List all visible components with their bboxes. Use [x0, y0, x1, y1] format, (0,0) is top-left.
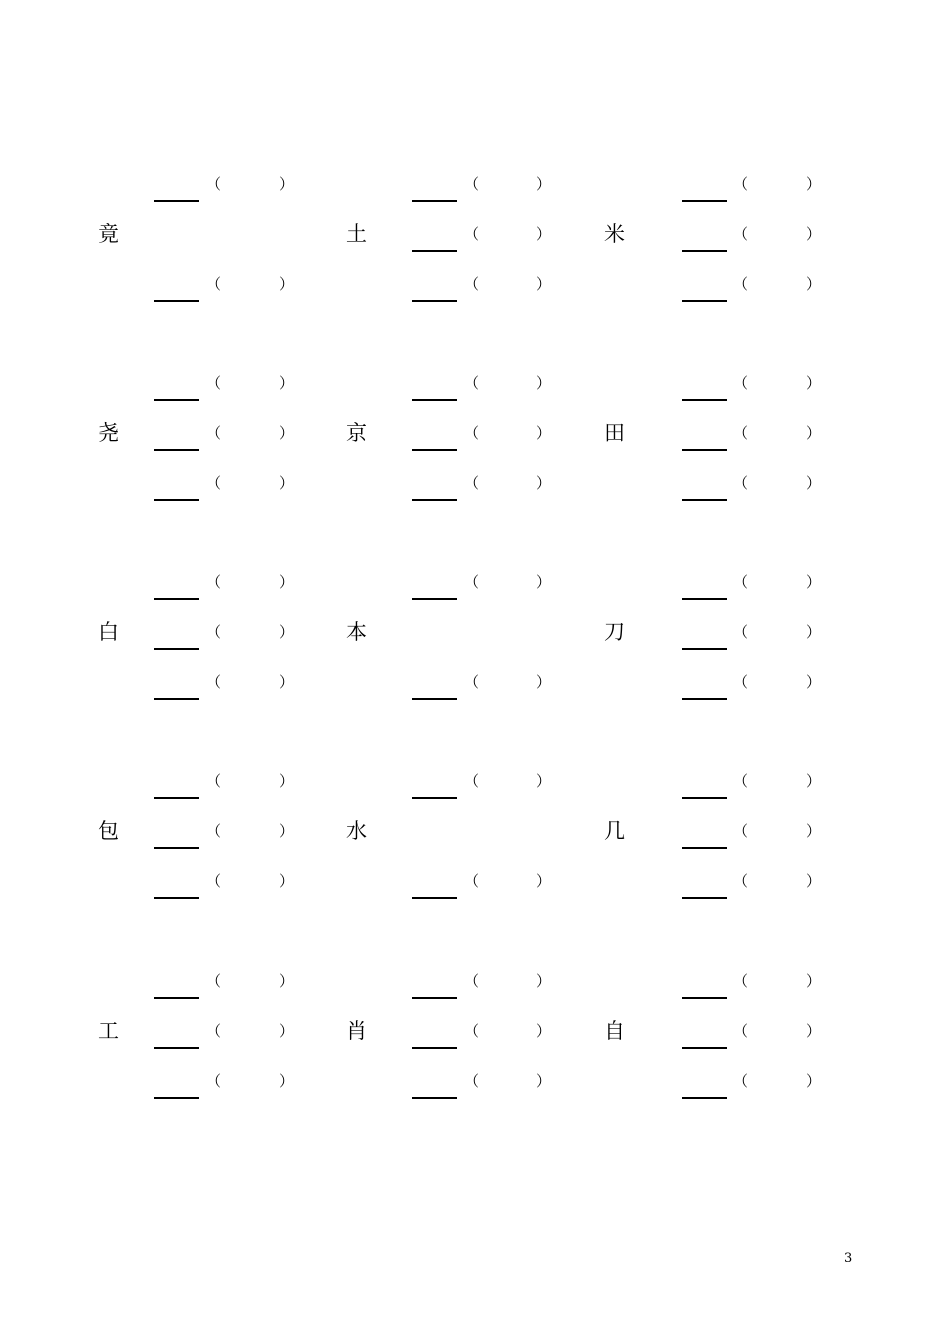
close-paren: ）: [279, 175, 295, 193]
open-paren: （: [206, 822, 222, 840]
answer-blank[interactable]: [412, 997, 457, 999]
close-paren: ）: [279, 474, 295, 492]
answer-blank[interactable]: [154, 847, 199, 849]
answer-blank[interactable]: [412, 399, 457, 401]
open-paren: （: [464, 872, 480, 890]
close-paren: ）: [806, 175, 822, 193]
answer-blank[interactable]: [682, 598, 727, 600]
answer-blank[interactable]: [682, 449, 727, 451]
open-paren: （: [206, 772, 222, 790]
close-paren: ）: [536, 1022, 552, 1040]
character-prompt: 刀: [604, 620, 625, 644]
close-paren: ）: [806, 673, 822, 691]
answer-blank[interactable]: [412, 250, 457, 252]
close-paren: ）: [536, 225, 552, 243]
open-paren: （: [206, 424, 222, 442]
open-paren: （: [733, 424, 749, 442]
character-prompt: 京: [346, 421, 367, 445]
open-paren: （: [464, 673, 480, 691]
answer-blank[interactable]: [412, 598, 457, 600]
close-paren: ）: [536, 374, 552, 392]
answer-blank[interactable]: [412, 499, 457, 501]
close-paren: ）: [806, 225, 822, 243]
close-paren: ）: [279, 972, 295, 990]
close-paren: ）: [279, 822, 295, 840]
open-paren: （: [733, 374, 749, 392]
answer-blank[interactable]: [682, 847, 727, 849]
answer-blank[interactable]: [682, 648, 727, 650]
character-prompt: 肖: [346, 1019, 367, 1043]
answer-blank[interactable]: [682, 300, 727, 302]
open-paren: （: [464, 474, 480, 492]
answer-blank[interactable]: [412, 698, 457, 700]
open-paren: （: [206, 623, 222, 641]
close-paren: ）: [806, 374, 822, 392]
open-paren: （: [206, 573, 222, 591]
answer-blank[interactable]: [682, 698, 727, 700]
character-prompt: 自: [604, 1019, 625, 1043]
answer-blank[interactable]: [682, 1047, 727, 1049]
open-paren: （: [206, 1072, 222, 1090]
open-paren: （: [733, 573, 749, 591]
answer-blank[interactable]: [682, 250, 727, 252]
open-paren: （: [206, 275, 222, 293]
character-prompt: 竟: [98, 222, 119, 246]
close-paren: ）: [536, 175, 552, 193]
open-paren: （: [733, 474, 749, 492]
answer-blank[interactable]: [412, 1097, 457, 1099]
answer-blank[interactable]: [154, 698, 199, 700]
close-paren: ）: [279, 673, 295, 691]
close-paren: ）: [536, 972, 552, 990]
close-paren: ）: [806, 1072, 822, 1090]
close-paren: ）: [279, 1022, 295, 1040]
answer-blank[interactable]: [682, 997, 727, 999]
answer-blank[interactable]: [682, 1097, 727, 1099]
answer-blank[interactable]: [154, 797, 199, 799]
answer-blank[interactable]: [154, 598, 199, 600]
open-paren: （: [464, 972, 480, 990]
close-paren: ）: [806, 822, 822, 840]
answer-blank[interactable]: [682, 499, 727, 501]
answer-blank[interactable]: [682, 399, 727, 401]
open-paren: （: [733, 1022, 749, 1040]
open-paren: （: [464, 1072, 480, 1090]
close-paren: ）: [279, 772, 295, 790]
close-paren: ）: [536, 772, 552, 790]
answer-blank[interactable]: [154, 200, 199, 202]
open-paren: （: [733, 225, 749, 243]
close-paren: ）: [806, 275, 822, 293]
answer-blank[interactable]: [154, 897, 199, 899]
character-prompt: 白: [98, 620, 119, 644]
close-paren: ）: [279, 424, 295, 442]
close-paren: ）: [279, 374, 295, 392]
open-paren: （: [464, 772, 480, 790]
character-prompt: 水: [346, 819, 367, 843]
close-paren: ）: [806, 872, 822, 890]
answer-blank[interactable]: [412, 300, 457, 302]
answer-blank[interactable]: [682, 200, 727, 202]
open-paren: （: [733, 972, 749, 990]
close-paren: ）: [806, 623, 822, 641]
open-paren: （: [206, 474, 222, 492]
open-paren: （: [206, 872, 222, 890]
close-paren: ）: [536, 424, 552, 442]
open-paren: （: [733, 623, 749, 641]
open-paren: （: [733, 822, 749, 840]
answer-blank[interactable]: [154, 300, 199, 302]
character-prompt: 田: [604, 421, 625, 445]
answer-blank[interactable]: [154, 1097, 199, 1099]
open-paren: （: [733, 275, 749, 293]
open-paren: （: [464, 225, 480, 243]
open-paren: （: [206, 673, 222, 691]
close-paren: ）: [536, 275, 552, 293]
open-paren: （: [733, 772, 749, 790]
open-paren: （: [733, 673, 749, 691]
answer-blank[interactable]: [154, 997, 199, 999]
answer-blank[interactable]: [682, 897, 727, 899]
answer-blank[interactable]: [412, 797, 457, 799]
answer-blank[interactable]: [412, 200, 457, 202]
answer-blank[interactable]: [412, 1047, 457, 1049]
close-paren: ）: [806, 424, 822, 442]
character-prompt: 尧: [98, 421, 119, 445]
answer-blank[interactable]: [412, 897, 457, 899]
open-paren: （: [733, 175, 749, 193]
open-paren: （: [464, 1022, 480, 1040]
open-paren: （: [464, 374, 480, 392]
close-paren: ）: [279, 1072, 295, 1090]
close-paren: ）: [536, 573, 552, 591]
close-paren: ）: [279, 872, 295, 890]
close-paren: ）: [536, 872, 552, 890]
open-paren: （: [733, 872, 749, 890]
answer-blank[interactable]: [154, 499, 199, 501]
character-prompt: 土: [346, 222, 367, 246]
answer-blank[interactable]: [412, 449, 457, 451]
page-number: 3: [844, 1251, 853, 1266]
open-paren: （: [464, 573, 480, 591]
open-paren: （: [464, 424, 480, 442]
close-paren: ）: [536, 673, 552, 691]
close-paren: ）: [806, 972, 822, 990]
open-paren: （: [206, 175, 222, 193]
close-paren: ）: [536, 1072, 552, 1090]
answer-blank[interactable]: [154, 399, 199, 401]
close-paren: ）: [806, 772, 822, 790]
character-prompt: 本: [346, 620, 367, 644]
close-paren: ）: [279, 573, 295, 591]
close-paren: ）: [806, 474, 822, 492]
answer-blank[interactable]: [682, 797, 727, 799]
answer-blank[interactable]: [154, 648, 199, 650]
open-paren: （: [206, 1022, 222, 1040]
character-prompt: 工: [98, 1019, 119, 1043]
answer-blank[interactable]: [154, 449, 199, 451]
character-prompt: 包: [98, 819, 119, 843]
open-paren: （: [464, 275, 480, 293]
close-paren: ）: [536, 474, 552, 492]
open-paren: （: [206, 374, 222, 392]
open-paren: （: [733, 1072, 749, 1090]
open-paren: （: [464, 175, 480, 193]
answer-blank[interactable]: [154, 1047, 199, 1049]
close-paren: ）: [806, 1022, 822, 1040]
close-paren: ）: [279, 275, 295, 293]
close-paren: ）: [806, 573, 822, 591]
open-paren: （: [206, 972, 222, 990]
close-paren: ）: [279, 623, 295, 641]
character-prompt: 米: [604, 222, 625, 246]
character-prompt: 几: [604, 819, 625, 843]
